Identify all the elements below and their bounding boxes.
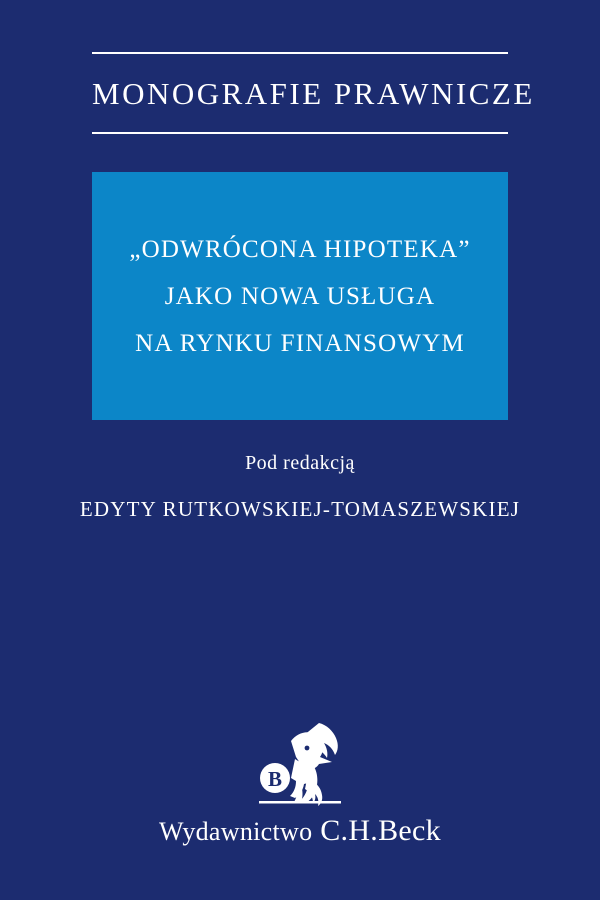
editor-prefix: Pod redakcją [245,452,355,474]
series-title: MONOGRAFIE PRAWNICZE [92,76,535,111]
title-line-2: JAKO NOWA USŁUGA [164,282,436,310]
editor-name: EDYTY RUTKOWSKIEJ-TOMASZEWSKIEJ [79,497,521,521]
series-block [92,52,535,134]
svg-text:B: B [267,767,283,791]
editor-block [0,452,600,522]
title-box [92,172,508,420]
griffin-logo-icon [245,715,355,810]
publisher-name-main: C.H.Beck [320,814,441,847]
title-line-3: NA RYNKU FINANSOWYM [135,329,465,357]
publisher-name-prefix: Wydawnictwo [159,817,313,846]
series-rule-bottom [92,132,508,134]
publisher-name [0,814,600,848]
publisher-block [0,715,600,848]
title-line-1: „ODWRÓCONA HIPOTEKA” [129,235,471,263]
